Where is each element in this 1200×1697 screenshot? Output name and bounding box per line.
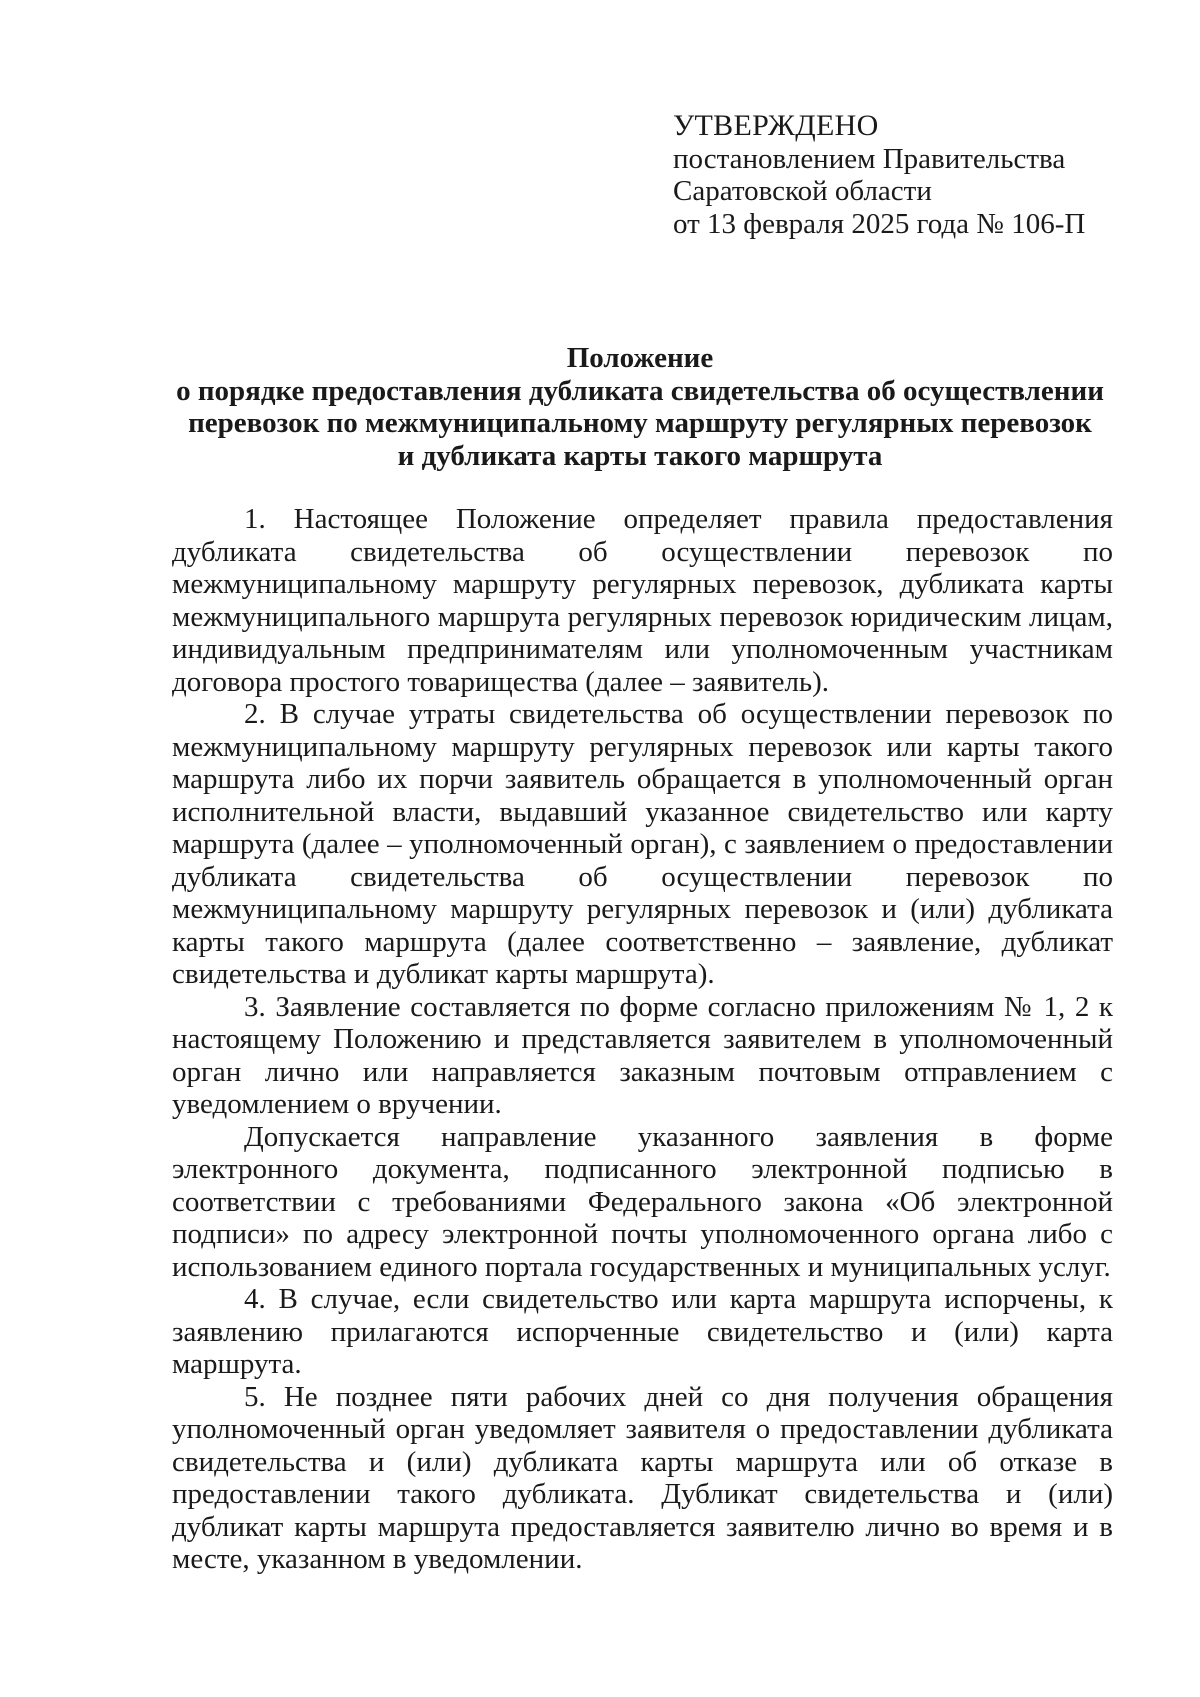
paragraph-3 — [172, 991, 1113, 1121]
paragraph-1 — [172, 503, 1113, 698]
approval-stamp — [673, 110, 1153, 240]
paragraph-4 — [172, 1283, 1113, 1381]
paragraph-5 — [172, 1381, 1113, 1576]
document-body — [172, 503, 1113, 1576]
paragraph-text: В случае, если свидетельство или карта маршрута испорчены, к заявлению прилагаются испорченные свидетельство и (или) карта маршрута. — [172, 1283, 1114, 1380]
title-line-1: Положение — [566, 342, 714, 374]
approval-heading: УТВЕРЖДЕНО — [673, 109, 879, 142]
title-line-2: о порядке предоставления дубликата свидетельства об осуществлении — [176, 374, 1104, 407]
paragraph-text: Допускается направление указанного заявления в форме электронного документа, подписанного электронной подписью в соответствии с требованиями Федерального закона «Об электронной подписи» по адресу электронной почты уполномоченного органа либо с использованием единого портала государственных и муниципальных услуг. — [172, 1120, 1113, 1283]
paragraph-2 — [172, 698, 1113, 991]
paragraph-text: Настоящее Положение определяет правила предоставления дубликата свидетельства об осуществлении перевозок по межмуниципальному маршруту регулярных перевозок, дубликата карты межмуниципального маршрута регулярных перевозок юридическим лицам, индивидуальным предпринимателям или уполномоченным участникам договора простого товарищества (далее – заявитель). — [172, 503, 1114, 698]
paragraph-number: 1. — [244, 503, 266, 535]
title-line-3: перевозок по межмуниципальному маршруту регулярных перевозок — [188, 407, 1092, 439]
approval-line-2: Саратовской области — [673, 175, 932, 207]
paragraph-text: В случае утраты свидетельства об осуществлении перевозок по межмуниципальному маршруту регулярных перевозок или карты такого маршрута либо их порчи заявитель обращается в уполномоченный орган исполнительной власти, выдавший указанное свидетельство или карту маршрута (далее – уполномоченный орган), с заявлением о предоставлении дубликата свидетельства об осуществлении перевозок по межмуниципальному маршруту регулярных перевозок и (или) дубликата карты такого маршрута (далее соответственно – заявление, дубликат свидетельства и дубликат карты маршрута). — [172, 698, 1113, 990]
title-line-4: и дубликата карты такого маршрута — [397, 439, 883, 472]
paragraph-number: 2. — [244, 698, 266, 730]
paragraph-number: 5. — [244, 1380, 266, 1413]
document-title — [120, 342, 1160, 472]
approval-line-1: постановлением Правительства — [673, 142, 1066, 175]
paragraph-number: 4. — [244, 1283, 266, 1315]
paragraph-3-continued — [172, 1121, 1113, 1284]
paragraph-text: Не позднее пяти рабочих дней со дня получения обращения уполномоченный орган уведомляет заявителя о предоставлении дубликата свидетельства и (или) дубликата карты маршрута или об отказе в предоставлении такого дубликата. Дубликат свидетельства и (или) дубликат карты маршрута предоставляется заявителю лично во время и в месте, указанном в уведомлении. — [172, 1380, 1113, 1575]
paragraph-text: Заявление составляется по форме согласно приложениям № 1, 2 к настоящему Положению и представляется заявителем в уполномоченный орган лично или направляется заказным почтовым отправлением с уведомлением о вручении. — [172, 990, 1114, 1120]
approval-line-3: от 13 февраля 2025 года № 106-П — [673, 207, 1086, 240]
paragraph-number: 3. — [244, 990, 266, 1023]
